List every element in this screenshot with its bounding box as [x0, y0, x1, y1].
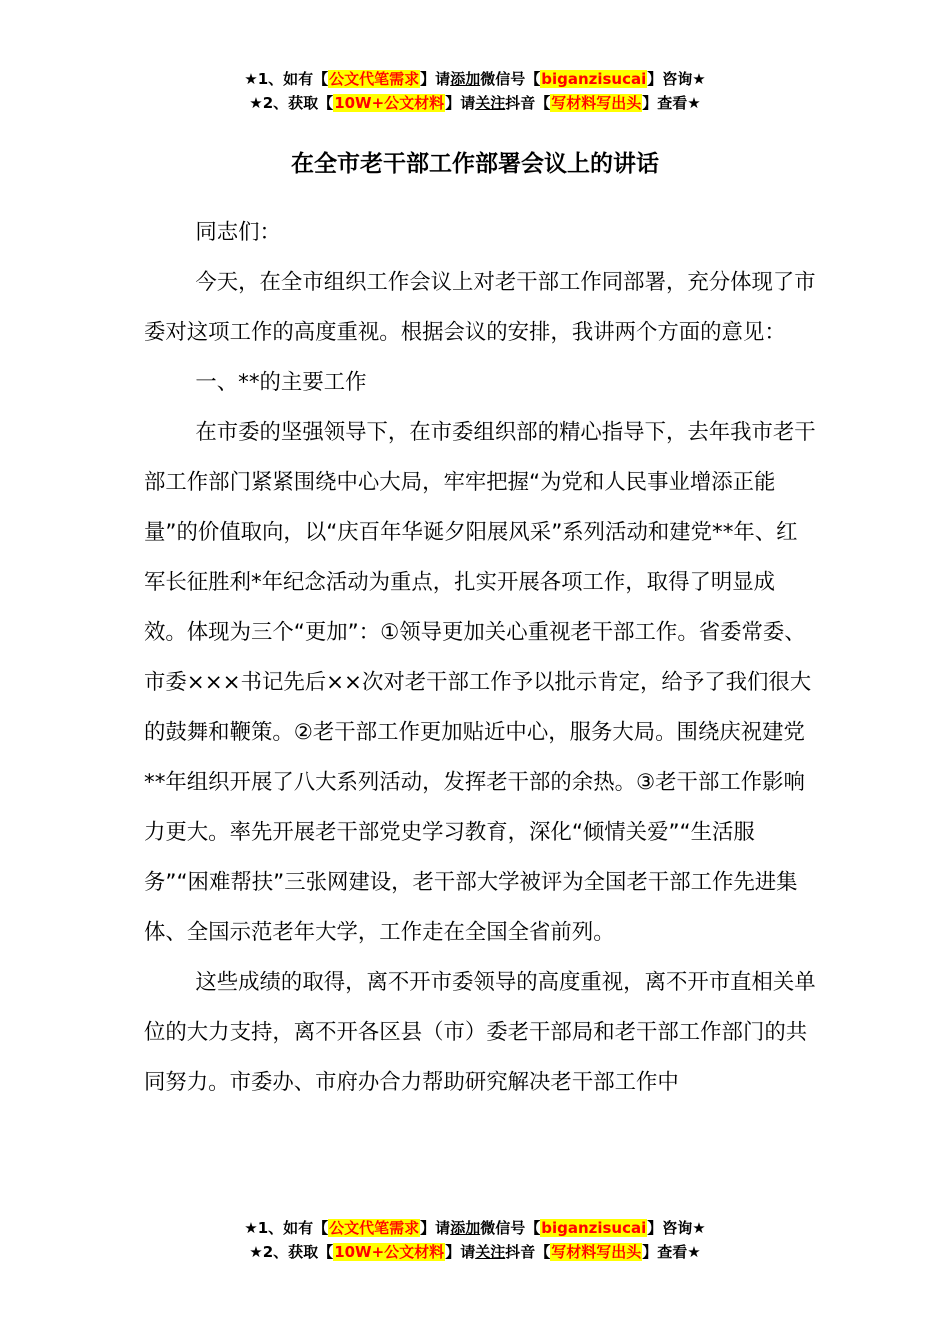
banner-text: 微信号【	[480, 70, 541, 88]
banner-highlight: biganzisucai	[541, 1219, 647, 1237]
banner-line-2	[0, 91, 950, 115]
banner-text: 微信号【	[480, 1219, 541, 1237]
section-heading: 一、**的主要工作	[195, 370, 367, 395]
banner-text: 】请	[445, 1243, 476, 1261]
document-title: 在全市老干部工作部署会议上的讲话	[291, 151, 659, 177]
banner-text: 】查看★	[642, 1243, 701, 1261]
banner-text: ★2、获取【	[249, 94, 334, 112]
bottom-ad-banner	[0, 1216, 950, 1264]
banner-highlight: 10W+公文材料	[334, 1243, 445, 1261]
banner-highlight: 写材料写出头	[551, 1243, 642, 1261]
banner-highlight: 公文代笔需求	[329, 70, 420, 88]
paragraph: 在市委的坚强领导下，在市委组织部的精心指导下，去年我市老干部工作部门紧紧围绕中心大局，牢牢把握“为党和人民事业增添正能量”的价值取向，以“庆百年华诞夕阳展风采”系列活动和建党**年、红军长征胜利*年纪念活动为重点，扎实开展各项工作，取得了明显成效。体现为三个“更加”：①领导更加关心重视老干部工作。省委常委、市委×××书记先后××次对老干部工作予以批示肯定，给予了我们很大的鼓舞和鞭策。②老干部工作更加贴近中心，服务大局。围绕庆祝建党**年组织开展了八大系列活动，发挥老干部的余热。③老干部工作影响力更大。率先开展老干部党史学习教育，深化“倾情关爱”“生活服务”“困难帮扶”三张网建设，老干部大学被评为全国老干部工作先进集体、全国示范老年大学，工作走在全国全省前列。	[144, 420, 816, 945]
banner-text: 】请	[420, 70, 451, 88]
banner-underlined-text: 关注	[475, 94, 506, 112]
banner-underlined-text: 关注	[475, 1243, 506, 1261]
banner-highlight: biganzisucai	[541, 70, 647, 88]
paragraph: 这些成绩的取得，离不开市委领导的高度重视，离不开市直相关单位的大力支持，离不开各区县（市）委老干部局和老干部工作部门的共同努力。市委办、市府办合力帮助研究解决老干部工作中	[144, 970, 816, 1095]
banner-line-1	[0, 67, 950, 91]
document-body	[144, 208, 816, 1108]
banner-text: 】查看★	[642, 94, 701, 112]
banner-text: 抖音【	[505, 94, 551, 112]
banner-text: ★1、如有【	[244, 70, 329, 88]
banner-text: ★2、获取【	[249, 1243, 334, 1261]
banner-highlight: 10W+公文材料	[334, 94, 445, 112]
banner-text: 】请	[420, 1219, 451, 1237]
banner-text: 】请	[445, 94, 476, 112]
banner-text: 】咨询★	[647, 70, 706, 88]
paragraph: 今天，在全市组织工作会议上对老干部工作同部署，充分体现了市委对这项工作的高度重视。根据会议的安排，我讲两个方面的意见：	[144, 270, 816, 345]
top-ad-banner	[0, 67, 950, 115]
banner-line-2	[0, 1240, 950, 1264]
banner-text: ★1、如有【	[244, 1219, 329, 1237]
banner-line-1	[0, 1216, 950, 1240]
banner-underlined-text: 添加	[450, 1219, 481, 1237]
banner-highlight: 公文代笔需求	[329, 1219, 420, 1237]
banner-underlined-text: 添加	[450, 70, 481, 88]
banner-text: 抖音【	[505, 1243, 551, 1261]
banner-highlight: 写材料写出头	[551, 94, 642, 112]
greeting: 同志们：	[195, 220, 281, 245]
banner-text: 】咨询★	[647, 1219, 706, 1237]
